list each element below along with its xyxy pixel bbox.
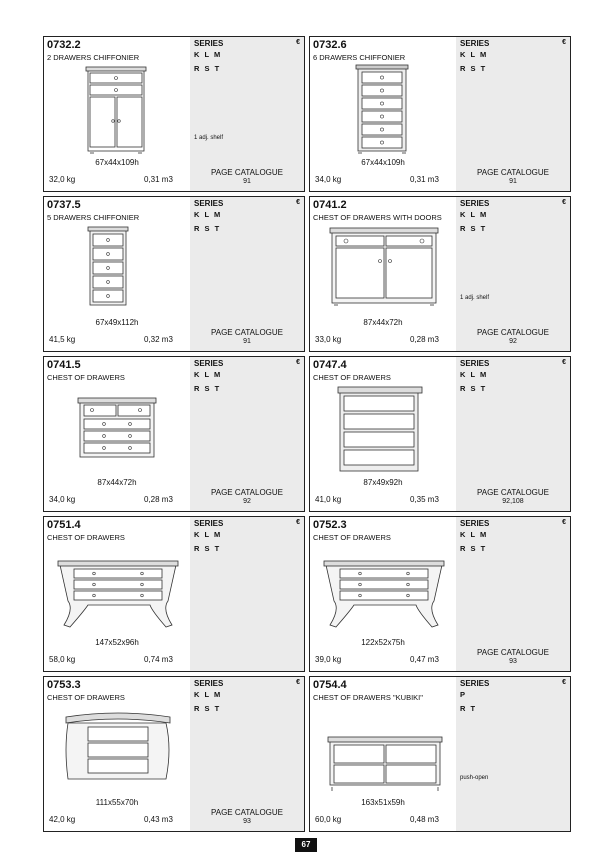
product-name: CHEST OF DRAWERS (47, 373, 125, 382)
chest-with-doors-icon (310, 221, 456, 317)
product-code: 0741.5 (47, 359, 81, 371)
product-volume: 0,47 m3 (410, 655, 439, 664)
series-codes-line1: K L M (460, 50, 488, 59)
euro-icon: € (296, 199, 300, 206)
product-note: 1 adj. shelf (194, 135, 224, 141)
series-title: SERIES (194, 359, 224, 368)
product-name: CHEST OF DRAWERS (313, 373, 391, 382)
curved-leg-chest-icon (310, 541, 456, 637)
product-card (43, 356, 305, 512)
product-note: 1 adj. shelf (460, 295, 490, 301)
product-weight: 60,0 kg (315, 815, 342, 824)
page-catalogue-value: 91 (243, 338, 251, 345)
product-card (309, 676, 571, 832)
page-catalogue-label: PAGE CATALOGUE (210, 328, 283, 337)
product-grid (43, 36, 571, 832)
product-volume: 0,43 m3 (144, 815, 173, 824)
series-title: SERIES (460, 199, 490, 208)
series-title: SERIES (194, 39, 224, 48)
page-catalogue-value: 93 (509, 658, 517, 665)
page-catalogue-label: PAGE CATALOGUE (210, 488, 283, 497)
product-card (43, 196, 305, 352)
product-code: 0751.4 (47, 519, 81, 531)
product-dimensions: 87x49x92h (363, 478, 403, 487)
series-codes-line1: K L M (194, 370, 222, 379)
product-weight: 34,0 kg (315, 175, 342, 184)
product-card (309, 196, 571, 352)
product-dimensions: 67x44x109h (361, 158, 405, 167)
product-card (309, 516, 571, 672)
five-drawer-chiffonier-icon (44, 221, 190, 317)
series-codes-line2: R S T (460, 224, 487, 233)
product-name: 2 DRAWERS CHIFFONIER (47, 53, 140, 62)
series-codes-line2: R S T (194, 64, 221, 73)
page-catalogue-value: 92,108 (502, 498, 524, 505)
product-card (309, 356, 571, 512)
product-code: 0732.6 (313, 39, 347, 51)
curved-leg-chest-icon (44, 541, 190, 637)
product-weight: 32,0 kg (49, 175, 76, 184)
series-codes-line1: K L M (460, 370, 488, 379)
product-weight: 41,0 kg (315, 495, 342, 504)
product-name: CHEST OF DRAWERS WITH DOORS (313, 213, 442, 222)
product-code: 0737.5 (47, 199, 81, 211)
page-catalogue-label: PAGE CATALOGUE (476, 648, 549, 657)
product-dimensions: 147x52x96h (95, 638, 139, 647)
product-dimensions: 87x44x72h (97, 478, 137, 487)
product-code: 0752.3 (313, 519, 347, 531)
series-codes-line2: R S T (460, 64, 487, 73)
product-weight: 39,0 kg (315, 655, 342, 664)
series-codes-line2: R S T (194, 544, 221, 553)
product-volume: 0,31 m3 (410, 175, 439, 184)
product-dimensions: 163x51x59h (361, 798, 405, 807)
page-catalogue-value: 91 (509, 178, 517, 185)
euro-icon: € (296, 359, 300, 366)
product-volume: 0,74 m3 (144, 655, 173, 664)
page-catalogue-value: 92 (509, 338, 517, 345)
page-catalogue-label: PAGE CATALOGUE (476, 168, 549, 177)
product-volume: 0,32 m3 (144, 335, 173, 344)
series-codes-line1: K L M (460, 210, 488, 219)
series-codes-line2: R S T (194, 224, 221, 233)
series-codes-line2: R S T (460, 544, 487, 553)
page-catalogue-value: 91 (243, 178, 251, 185)
product-card (43, 36, 305, 192)
page-catalogue-label: PAGE CATALOGUE (210, 808, 283, 817)
series-codes-line1: K L M (460, 530, 488, 539)
series-title: SERIES (460, 359, 490, 368)
series-codes-line1: P (460, 690, 467, 699)
euro-icon: € (296, 519, 300, 526)
two-drawer-chiffonier-with-doors-icon (44, 61, 190, 157)
series-codes-line2: R T (460, 704, 477, 713)
series-panel (190, 517, 304, 671)
product-card (43, 516, 305, 672)
product-volume: 0,48 m3 (410, 815, 439, 824)
euro-icon: € (562, 199, 566, 206)
product-volume: 0,35 m3 (410, 495, 439, 504)
page-catalogue-label: PAGE CATALOGUE (476, 488, 549, 497)
series-codes-line1: K L M (194, 50, 222, 59)
product-name: 6 DRAWERS CHIFFONIER (313, 53, 406, 62)
product-volume: 0,31 m3 (144, 175, 173, 184)
product-name: CHEST OF DRAWERS "KUBIKI" (313, 693, 423, 702)
series-title: SERIES (460, 519, 490, 528)
series-title: SERIES (460, 679, 490, 688)
product-weight: 34,0 kg (49, 495, 76, 504)
euro-icon: € (562, 359, 566, 366)
series-panel (456, 677, 570, 831)
product-card (309, 36, 571, 192)
series-codes-line2: R S T (194, 384, 221, 393)
product-code: 0741.2 (313, 199, 347, 211)
series-codes-line2: R S T (194, 704, 221, 713)
product-dimensions: 111x55x70h (95, 798, 139, 807)
euro-icon: € (562, 519, 566, 526)
euro-icon: € (562, 39, 566, 46)
product-card (43, 676, 305, 832)
product-name: CHEST OF DRAWERS (47, 533, 125, 542)
product-volume: 0,28 m3 (144, 495, 173, 504)
product-dimensions: 67x44x109h (95, 158, 139, 167)
euro-icon: € (296, 679, 300, 686)
tall-chest-of-drawers-icon (310, 381, 456, 477)
product-volume: 0,28 m3 (410, 335, 439, 344)
six-drawer-chiffonier-icon (310, 61, 456, 157)
series-codes-line2: R S T (460, 384, 487, 393)
series-title: SERIES (194, 519, 224, 528)
series-codes-line1: K L M (194, 690, 222, 699)
product-weight: 33,0 kg (315, 335, 342, 344)
rounded-chest-icon (44, 701, 190, 797)
page-catalogue-value: 93 (243, 818, 251, 825)
chest-of-drawers-icon (44, 381, 190, 477)
product-code: 0732.2 (47, 39, 81, 51)
product-dimensions: 67x49x112h (95, 318, 139, 327)
product-dimensions: 87x44x72h (363, 318, 403, 327)
product-note: push-open (460, 775, 489, 781)
page-catalogue-label: PAGE CATALOGUE (476, 328, 549, 337)
low-chest-kubiki-icon (310, 701, 456, 797)
product-name: CHEST OF DRAWERS (47, 693, 125, 702)
product-dimensions: 122x52x75h (361, 638, 405, 647)
page-catalogue-value: 92 (243, 498, 251, 505)
product-weight: 58,0 kg (49, 655, 76, 664)
series-codes-line1: K L M (194, 530, 222, 539)
euro-icon: € (296, 39, 300, 46)
product-name: 5 DRAWERS CHIFFONIER (47, 213, 140, 222)
series-title: SERIES (194, 199, 224, 208)
page-number: 67 (295, 838, 317, 852)
product-code: 0747.4 (313, 359, 347, 371)
product-code: 0753.3 (47, 679, 81, 691)
series-title: SERIES (194, 679, 224, 688)
page-catalogue-label: PAGE CATALOGUE (210, 168, 283, 177)
product-code: 0754.4 (313, 679, 347, 691)
euro-icon: € (562, 679, 566, 686)
series-codes-line1: K L M (194, 210, 222, 219)
product-weight: 41,5 kg (49, 335, 76, 344)
series-title: SERIES (460, 39, 490, 48)
product-weight: 42,0 kg (49, 815, 76, 824)
product-name: CHEST OF DRAWERS (313, 533, 391, 542)
